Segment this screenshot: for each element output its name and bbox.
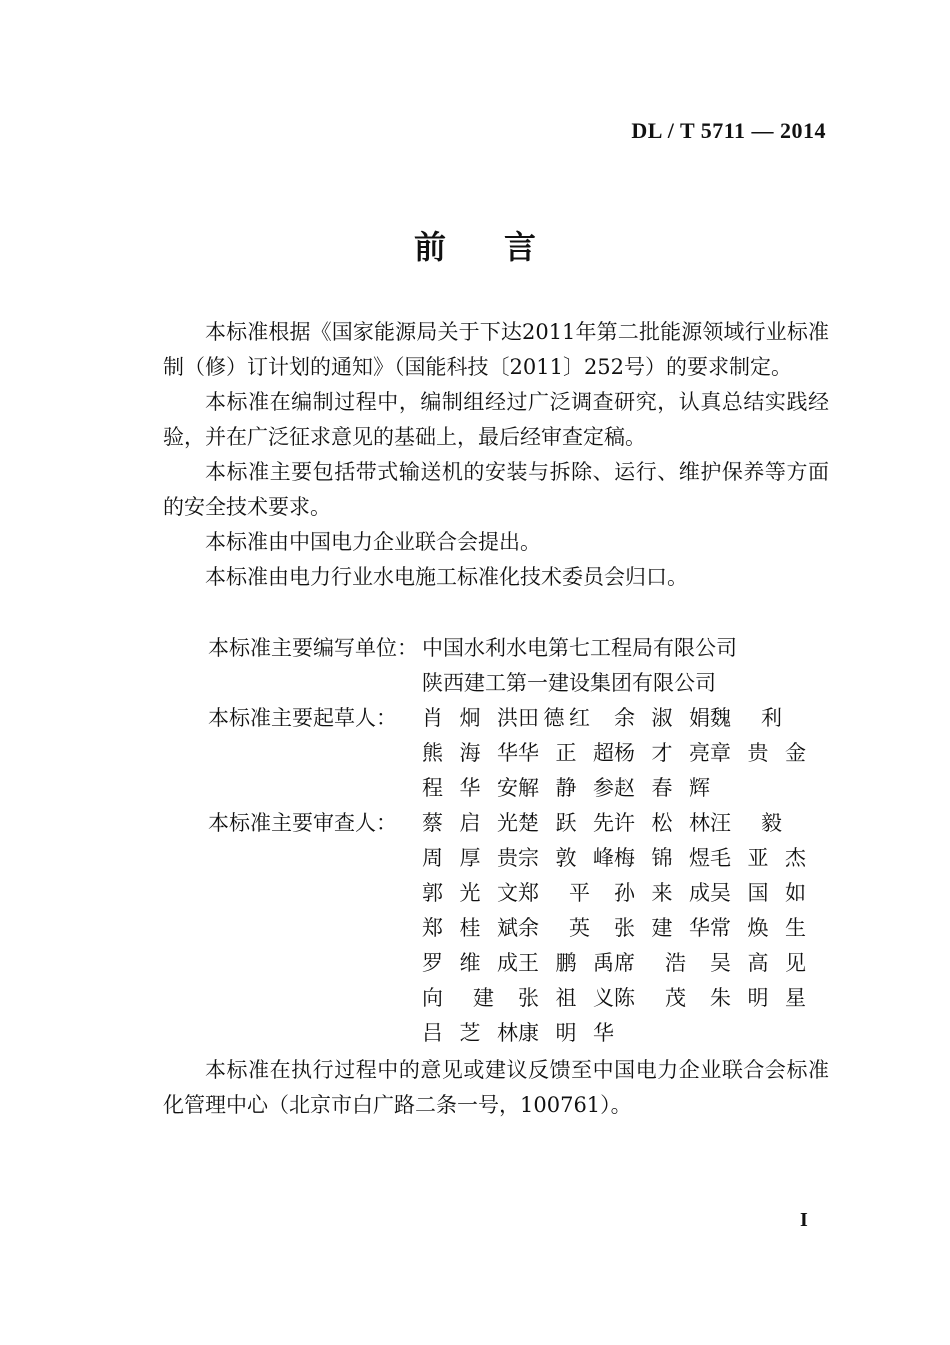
drafters-row <box>422 701 782 736</box>
units-label: 本标准主要编写单位： <box>208 636 418 660</box>
person-name: 程华安 <box>422 776 518 800</box>
drafters-row <box>422 771 710 806</box>
reviewers-label-row <box>208 806 422 841</box>
person-name: 熊海华 <box>422 741 518 765</box>
person-name: 郑桂斌 <box>422 916 518 940</box>
unit-item: 中国水利水电第七工程局有限公司 <box>422 636 737 660</box>
intro-paragraphs <box>163 315 829 595</box>
person-name: 赵春辉 <box>614 776 710 800</box>
reviewers-row <box>422 841 806 876</box>
person-name: 孙来成 <box>614 881 710 905</box>
unit-item: 陕西建工第一建设集团有限公司 <box>422 671 716 695</box>
person-name: 余淑娟 <box>614 706 710 730</box>
person-name: 向建 <box>422 986 494 1010</box>
reviewers-row <box>422 876 806 911</box>
title-char-1: 前 <box>413 228 446 266</box>
reviewers-row <box>422 806 782 841</box>
paragraph-proposer: 本标准由中国电力企业联合会提出。 <box>205 530 541 554</box>
person-name: 楚跃先 <box>518 811 614 835</box>
person-name: 宗敦峰 <box>518 846 614 870</box>
person-name: 华正超 <box>518 741 614 765</box>
standard-code: DL / T 5711 — 2014 <box>631 118 826 143</box>
person-name: 朱明星 <box>710 986 806 1010</box>
paragraph-feedback: 本标准在执行过程中的意见或建议反馈至中国电力企业联合会标准化管理中心（北京市白广路二条一号，100761）。 <box>163 1058 829 1117</box>
person-name: 汪毅 <box>710 811 782 835</box>
reviewers-row <box>422 946 806 981</box>
reviewers-row <box>422 1016 614 1051</box>
title-char-2: 言 <box>504 228 537 266</box>
paragraph-process: 本标准在编制过程中，编制组经过广泛调查研究，认真总结实践经验，并在广泛征求意见的基础上，最后经审查定稿。 <box>163 390 829 449</box>
person-name: 蔡启光 <box>422 811 518 835</box>
page-title <box>0 222 950 268</box>
drafters-row <box>422 736 806 771</box>
person-name: 郑平 <box>518 881 590 905</box>
person-name: 杨才亮 <box>614 741 710 765</box>
page-number: I <box>800 1209 808 1231</box>
paragraph-admin: 本标准由电力行业水电施工标准化技术委员会归口。 <box>205 565 688 589</box>
paragraph-basis: 本标准根据《国家能源局关于下达2011年第二批能源领域行业标准制（修）订计划的通知》（国能科技〔2011〕252号）的要求制定。 <box>163 320 829 379</box>
paragraph-scope: 本标准主要包括带式输送机的安装与拆除、运行、维护保养等方面的安全技术要求。 <box>163 460 829 519</box>
person-name: 毛亚杰 <box>710 846 806 870</box>
drafters-label: 本标准主要起草人： <box>208 706 397 730</box>
person-name: 章贵金 <box>710 741 806 765</box>
person-name: 吕芝林 <box>422 1021 518 1045</box>
person-name: 罗维成 <box>422 951 518 975</box>
reviewers-row <box>422 981 806 1016</box>
person-name: 张建华 <box>614 916 710 940</box>
closing-paragraph <box>163 1053 829 1123</box>
person-name: 王鹏禹 <box>518 951 614 975</box>
person-name: 周厚贵 <box>422 846 518 870</box>
drafters-label-row <box>208 701 422 736</box>
person-name: 康明华 <box>518 1021 614 1045</box>
person-name: 肖炯洪 <box>422 706 518 730</box>
person-name: 梅锦煜 <box>614 846 710 870</box>
person-name: 常焕生 <box>710 916 806 940</box>
units-row <box>208 631 737 666</box>
reviewers-label: 本标准主要审查人： <box>208 811 397 835</box>
reviewers-row <box>422 911 806 946</box>
person-name: 席浩 <box>614 951 686 975</box>
person-name: 余英 <box>518 916 590 940</box>
person-name: 吴高见 <box>710 951 806 975</box>
person-name: 郭光文 <box>422 881 518 905</box>
person-name: 许松林 <box>614 811 710 835</box>
person-name: 田德红 <box>518 706 590 730</box>
person-name: 魏利 <box>710 706 782 730</box>
person-name: 陈茂 <box>614 986 686 1010</box>
person-name: 吴国如 <box>710 881 806 905</box>
person-name: 解静参 <box>518 776 614 800</box>
person-name: 张祖义 <box>518 986 614 1010</box>
